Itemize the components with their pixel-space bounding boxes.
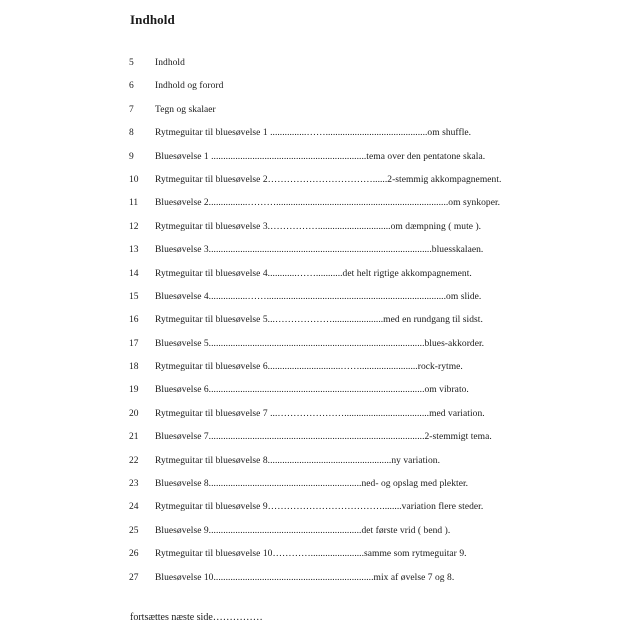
toc-entry-title: Bluesøvelse 10..................................................................mix af øvelse 7 og 8. — [155, 572, 455, 583]
toc-entry — [0, 381, 640, 404]
toc-entry — [0, 498, 640, 521]
toc-entry-title: Bluesøvelse 1 ................................................................tema over den pentatone skala. — [155, 151, 486, 162]
toc-entry-title: Rytmeguitar til bluesøvelse 3.……………..............................om dæmpning ( mute ). — [155, 221, 482, 232]
toc-entry — [0, 101, 640, 124]
toc-entry — [0, 265, 640, 288]
toc-page-number: 16 — [129, 315, 139, 326]
toc-page-number: 18 — [129, 362, 139, 373]
toc-entry-title: Bluesøvelse 7.........................................................................................2-stemmigt tema. — [155, 432, 492, 443]
toc-page-number: 23 — [129, 479, 139, 490]
toc-entry — [0, 194, 640, 217]
toc-entry-title: Rytmeguitar til bluesøvelse 9………………………………........variation flere steder. — [155, 502, 484, 513]
toc-page-number: 6 — [129, 81, 134, 92]
toc-entry-title: Bluesøvelse 8...............................................................ned- og opslag med plekter. — [155, 479, 469, 490]
toc-page-number: 11 — [129, 198, 139, 209]
toc-entry-title: Tegn og skalaer — [155, 104, 216, 115]
page-heading: Indhold — [130, 12, 175, 27]
toc-page-number: 7 — [129, 104, 134, 115]
toc-entry-title: Rytmeguitar til bluesøvelse 8...................................................ny variation. — [155, 455, 441, 466]
toc-entry-title: Indhold og forord — [155, 81, 224, 92]
toc-entry — [0, 475, 640, 498]
toc-page-number: 21 — [129, 432, 139, 443]
toc-entry-title: Rytmeguitar til bluesøvelse 1 ...............……..........................................om shuffle. — [155, 128, 472, 139]
toc-entry — [0, 54, 640, 77]
toc-page-number: 12 — [129, 221, 139, 232]
toc-entry-title: Rytmeguitar til bluesøvelse 4............……...........det helt rigtige akkompagnement. — [155, 268, 472, 279]
toc-entry — [0, 288, 640, 311]
toc-entry-title: Bluesøvelse 4................……..........................................................................om slide. — [155, 291, 482, 302]
toc-page-number: 5 — [129, 58, 134, 68]
toc-entry — [0, 241, 640, 264]
toc-entry-title: Rytmeguitar til bluesøvelse 2……………………………......2-stemmig akkompagnement. — [155, 174, 502, 185]
toc-page-number: 22 — [129, 455, 139, 466]
toc-entry — [0, 522, 640, 545]
toc-page-number: 25 — [129, 525, 139, 536]
toc-entry — [0, 358, 640, 381]
toc-entry — [0, 428, 640, 451]
toc-page-number: 26 — [129, 549, 139, 560]
toc-entry-title: Bluesøvelse 2................……….......................................................................om synkoper. — [155, 198, 501, 209]
toc-entry-title: Indhold — [155, 58, 185, 68]
toc-entry-title: Rytmeguitar til bluesøvelse 10…………......................samme som rytmeguitar 9. — [155, 549, 467, 560]
toc-entry-title: Rytmeguitar til bluesøvelse 6..............................……........................rock-rytme. — [155, 362, 463, 373]
toc-entry-title: Rytmeguitar til bluesøvelse 5...……………….....................med en rundgang til sidst. — [155, 315, 483, 326]
toc-page-number: 19 — [129, 385, 139, 396]
toc-entry — [0, 335, 640, 358]
toc-entry — [0, 171, 640, 194]
toc-entry — [0, 311, 640, 334]
toc-page-number: 14 — [129, 268, 139, 279]
toc-entry — [0, 452, 640, 475]
toc-page-number: 13 — [129, 245, 139, 256]
toc-page-number: 8 — [129, 128, 134, 139]
toc-entry — [0, 545, 640, 568]
toc-entry — [0, 405, 640, 428]
toc-entry — [0, 218, 640, 241]
toc-page-number: 27 — [129, 572, 139, 583]
table-of-contents — [0, 54, 640, 592]
toc-entry-title: Bluesøvelse 3............................................................................................bluesskalaen. — [155, 245, 484, 256]
toc-entry-title: Rytmeguitar til bluesøvelse 7 ...…………………...................................med variation. — [155, 408, 485, 419]
toc-page-number: 17 — [129, 338, 139, 349]
toc-entry — [0, 77, 640, 100]
toc-page-number: 24 — [129, 502, 139, 513]
toc-page-number: 9 — [129, 151, 134, 162]
toc-page-number: 20 — [129, 408, 139, 419]
toc-entry-title: Bluesøvelse 6.........................................................................................om vibrato. — [155, 385, 469, 396]
toc-entry — [0, 569, 640, 592]
toc-entry-title: Bluesøvelse 5.........................................................................................blues-akkorder. — [155, 338, 485, 349]
continued-note: fortsættes næste side…………… — [130, 612, 263, 623]
toc-page-number: 10 — [129, 174, 139, 185]
toc-page-number: 15 — [129, 291, 139, 302]
toc-entry-title: Bluesøvelse 9...............................................................det første vrid ( bend ). — [155, 525, 451, 536]
toc-entry — [0, 124, 640, 147]
toc-entry — [0, 148, 640, 171]
